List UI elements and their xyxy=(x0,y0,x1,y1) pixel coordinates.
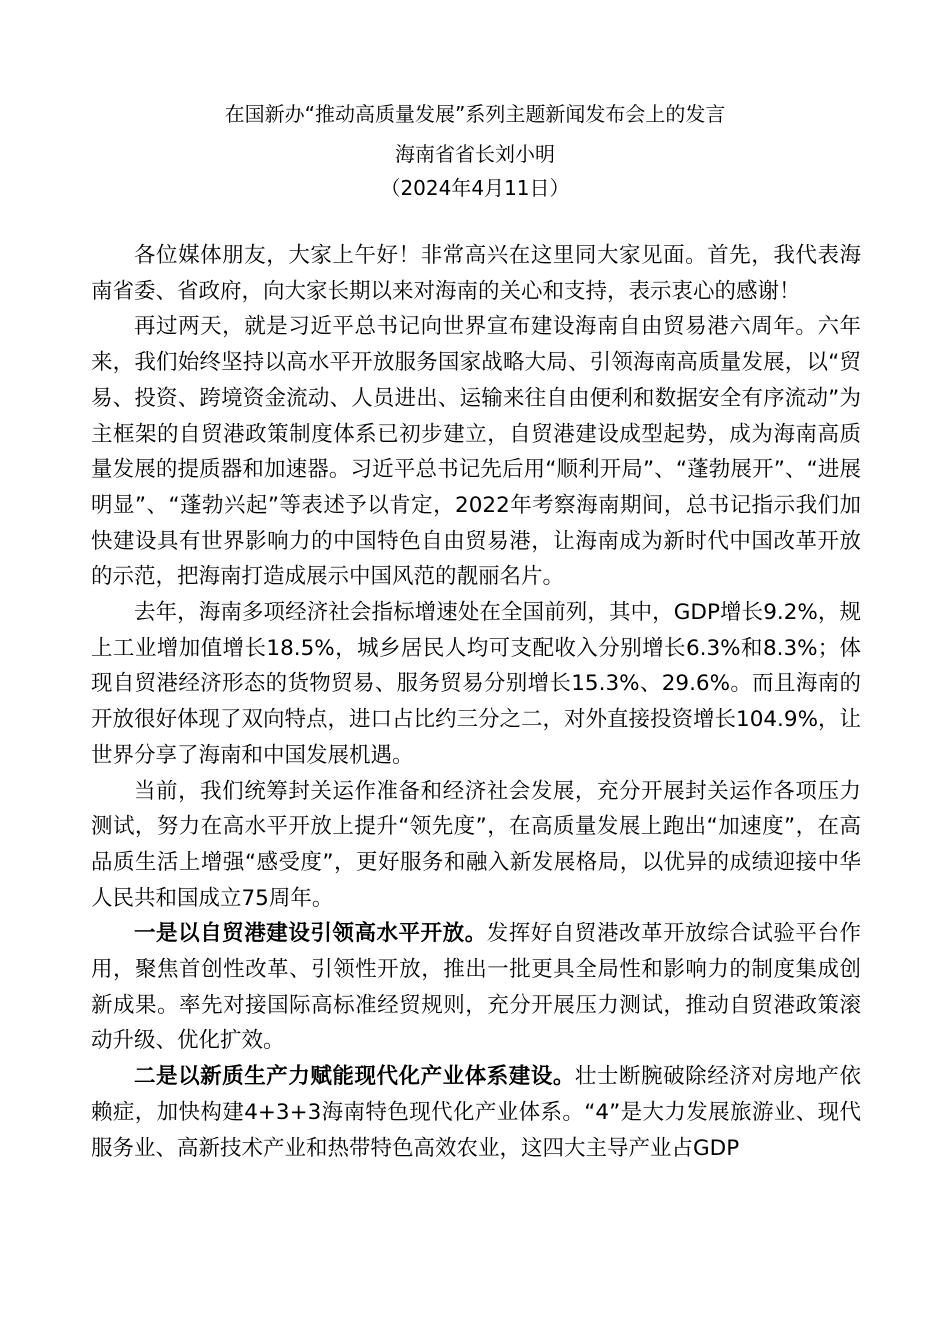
speaker-line: 海南省省长刘小明 xyxy=(395,142,555,166)
document-title: 在国新办“推动高质量发展”系列主题新闻发布会上的发言 xyxy=(224,102,726,126)
date-line: （2024年4月11日） xyxy=(380,176,570,200)
paragraph-point-one xyxy=(91,916,861,1059)
paragraph-text: 再过两天，就是习近平总书记向世界宣布建设海南自由贸易港六周年。六年来，我们始终坚持以高水平开放服务国家战略大局、引领海南高质量发展，以“贸易、投资、跨境资金流动、人员进出、运输来往自由便利和数据安全有序流动”为主框架的自贸港政策制度体系已初步建立，自贸港建设成型起势，成为海南高质量发展的提质器和加速器。习近平总书记先后用“顺利开局”、“蓬勃展开”、“进展明显”、“蓬勃兴起”等表述予以肯定，2022年考察海南期间，总书记指示我们加快建设具有世界影响力的中国特色自由贸易港，让海南成为新时代中国改革开放的示范，把海南打造成展示中国风范的靓丽名片。 xyxy=(91,314,861,590)
paragraph-lead: 一是以自贸港建设引领高水平开放。 xyxy=(134,921,487,947)
paragraph-text: 各位媒体朋友，大家上午好！非常高兴在这里同大家见面。首先，我代表海南省委、省政府，向大家长期以来对海南的关心和支持，表示衷心的感谢！ xyxy=(91,243,861,304)
paragraph-lead: 二是以新质生产力赋能现代化产业体系建设。 xyxy=(134,1064,575,1090)
document-body xyxy=(91,238,861,1166)
paragraph-text: 发挥好自贸港改革开放综合试验平台作用，聚焦首创性改革、引领性开放，推出一批更具全局性和影响力的制度集成创新成果。率先对接国际高标准经贸规则，充分开展压力测试，推动自贸港政策滚动升级、优化扩效。 xyxy=(91,921,861,1054)
paragraph-economy xyxy=(91,595,861,774)
paragraph-text: 去年，海南多项经济社会指标增速处在全国前列，其中，GDP增长9.2%，规上工业增加值增长18.5%，城乡居民人均可支配收入分别增长6.3%和8.3%；体现自贸港经济形态的货物贸易、服务贸易分别增长15.3%、29.6%。而且海南的开放很好体现了双向特点，进口占比约三分之二，对外直接投资增长104.9%，让世界分享了海南和中国发展机遇。 xyxy=(91,600,861,768)
paragraph-current xyxy=(91,774,861,917)
paragraph-text: 当前，我们统筹封关运作准备和经济社会发展，充分开展封关运作各项压力测试，努力在高水平开放上提升“领先度”，在高质量发展上跑出“加速度”，在高品质生活上增强“感受度”，更好服务和融入新发展格局，以优异的成绩迎接中华人民共和国成立75周年。 xyxy=(91,778,861,911)
paragraph-point-two xyxy=(91,1059,861,1166)
paragraph-text: 壮士断腕破除经济对房地产依赖症，加快构建4+3+3海南特色现代化产业体系。“4”是大力发展旅游业、现代服务业、高新技术产业和热带特色高效农业，这四大主导产业占GDP xyxy=(91,1064,861,1161)
paragraph-greeting xyxy=(91,238,861,309)
paragraph-anniversary xyxy=(91,309,861,595)
